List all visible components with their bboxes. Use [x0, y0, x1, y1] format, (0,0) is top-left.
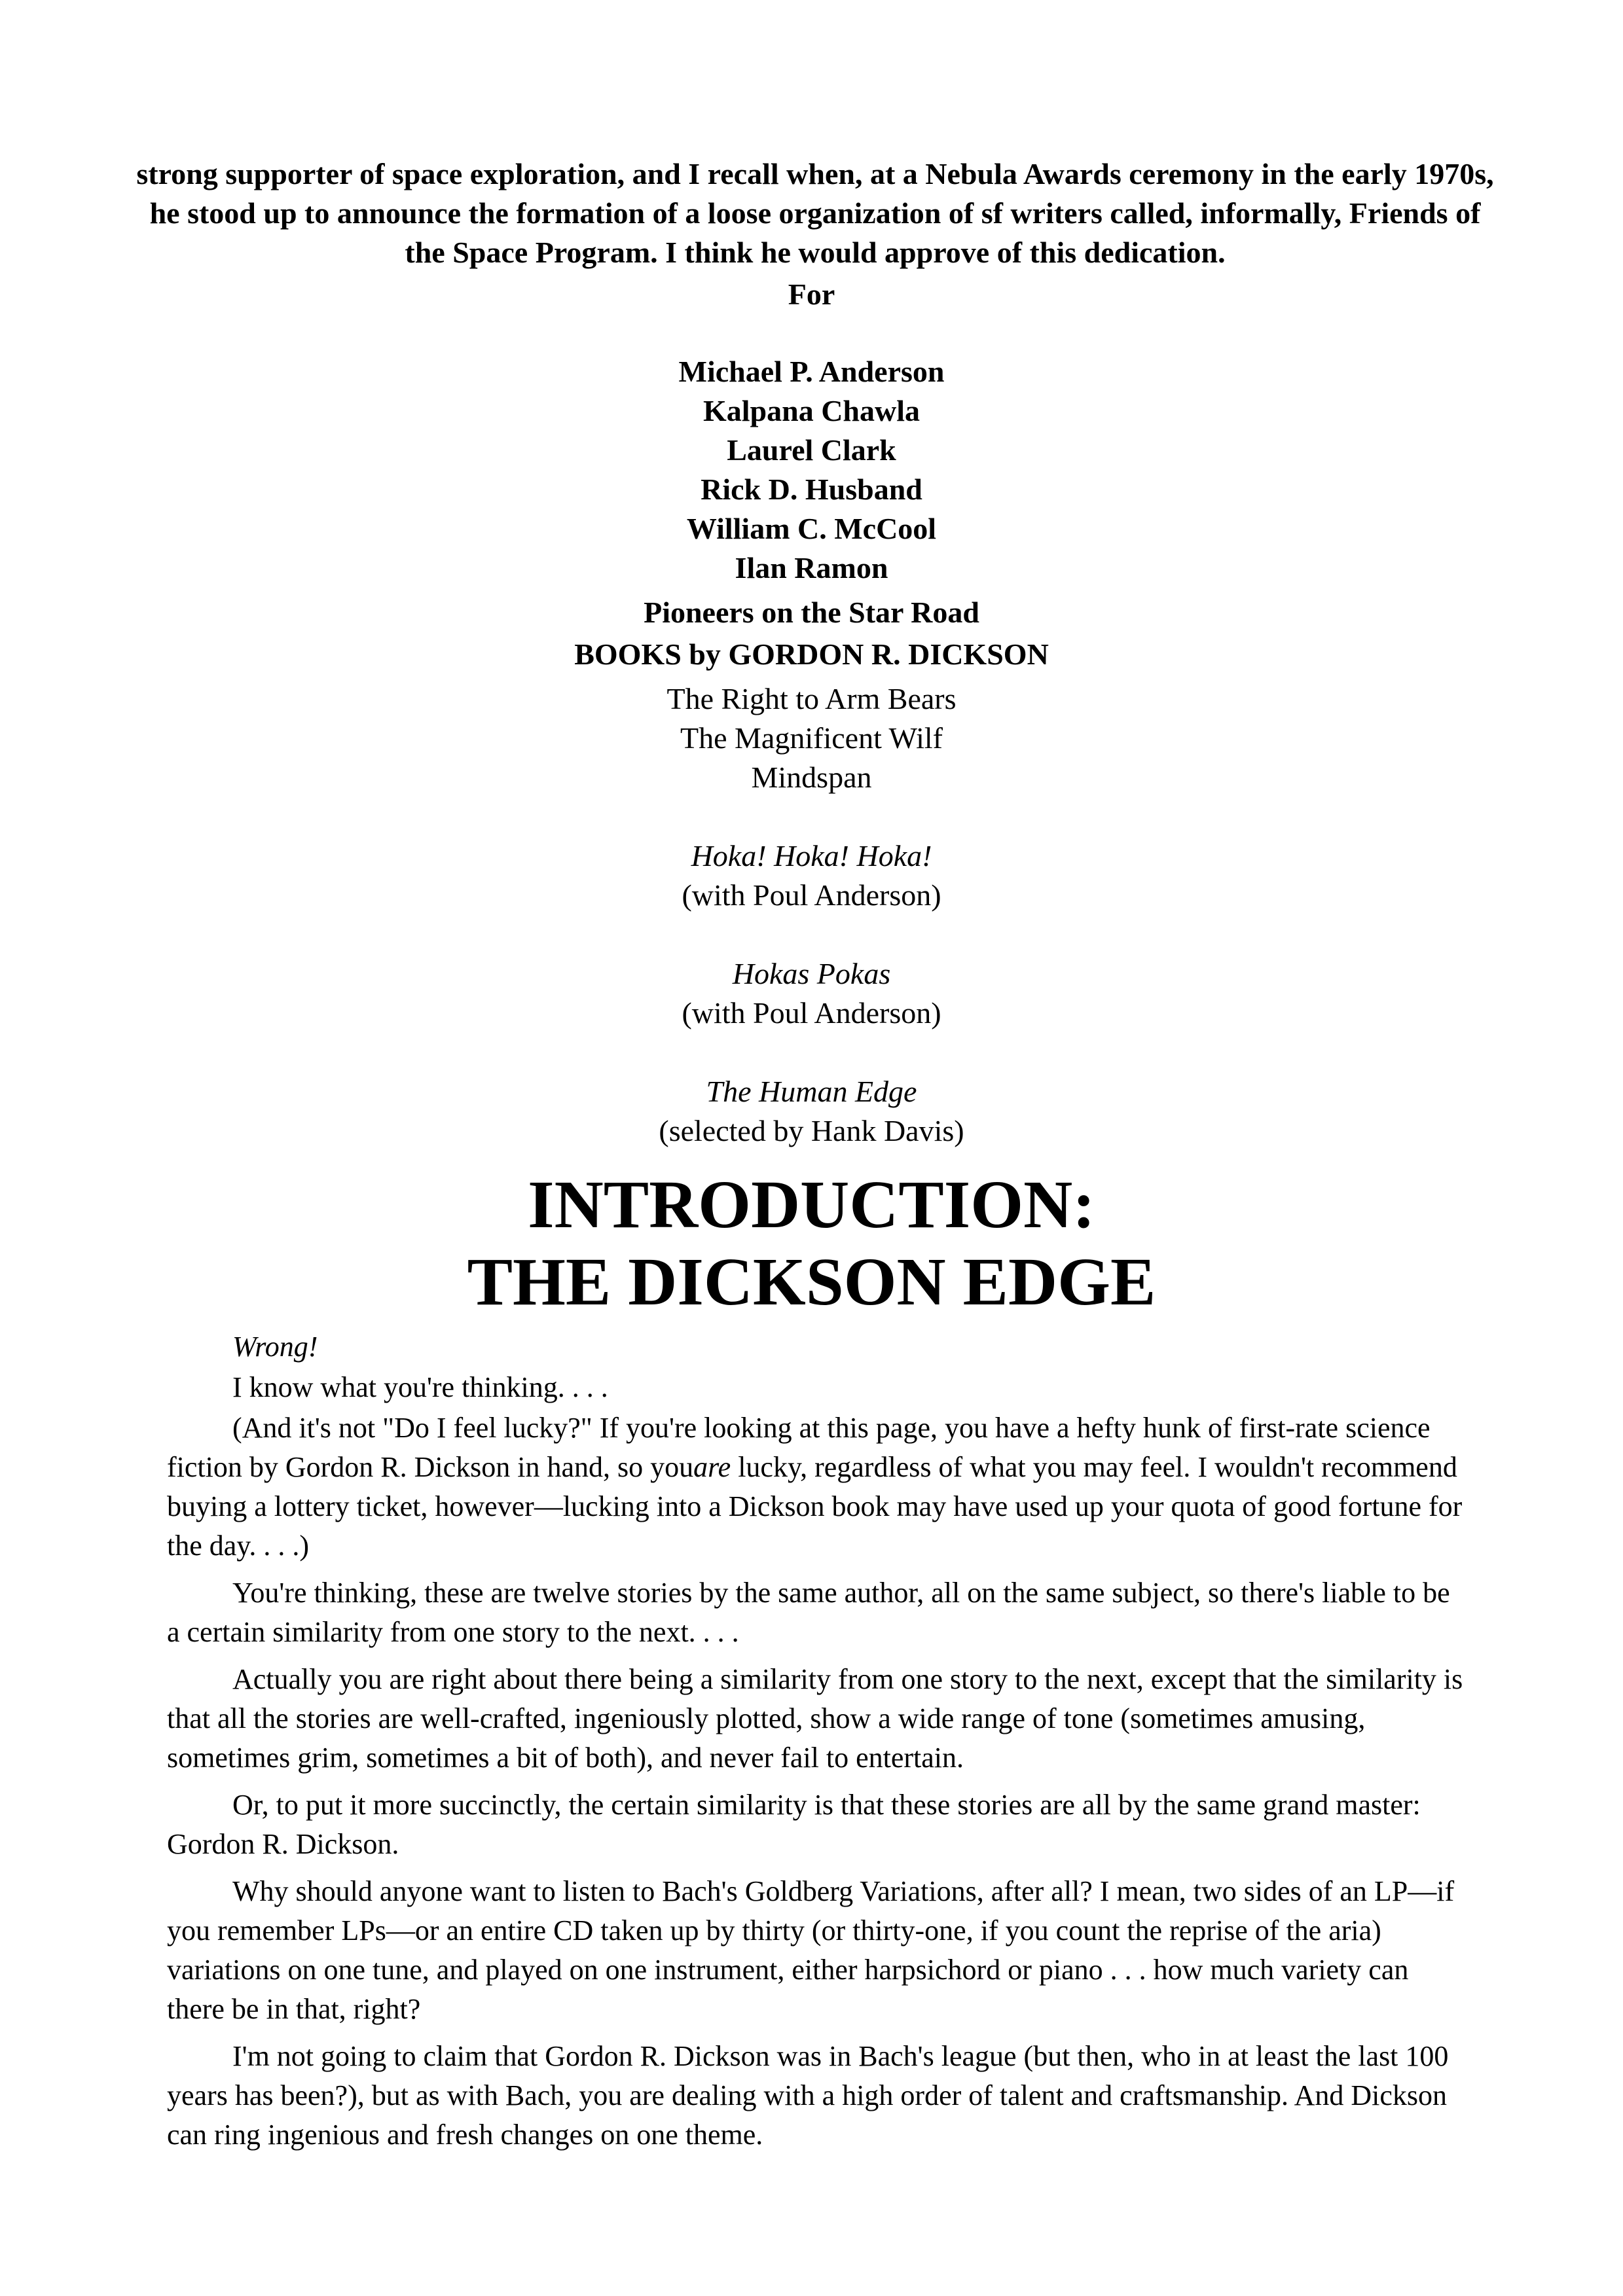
- book-credit: (with Poul Anderson): [682, 878, 941, 912]
- paragraph-emphasis: are: [693, 1451, 731, 1483]
- dedication-name: Laurel Clark: [727, 433, 896, 467]
- dedication-name: Rick D. Husband: [701, 473, 922, 506]
- book-credit: (selected by Hank Davis): [659, 1114, 964, 1147]
- dedication-name: Kalpana Chawla: [702, 394, 921, 427]
- introduction-title-line1: INTRODUCTION:: [528, 1167, 1095, 1242]
- paragraph: You're thinking, these are twelve stories by the same author, all on the same subject, so there's liable to be a certain similarity from one story to the next. . . .: [167, 1577, 1450, 1648]
- paragraph: I'm not going to claim that Gordon R. Dickson was in Bach's league (but then, who in at least the last 100 years has been?), but as with Bach, you are dealing with a high order of talent and craftsmanship. And Dickson can ring ingenious and fresh changes on one theme.: [167, 2040, 1449, 2151]
- paragraph-text: Wrong!: [232, 1331, 318, 1363]
- books-list: [0, 679, 1623, 1151]
- dedication-for: For: [788, 278, 835, 311]
- introduction-title-line2: THE DICKSON EDGE: [467, 1244, 1156, 1319]
- book-credit: (with Poul Anderson): [682, 996, 941, 1030]
- paragraph: Or, to put it more succinctly, the certain similarity is that these stories are all by the same grand master: Gordon R. Dickson.: [167, 1789, 1421, 1860]
- book-title-italic: Hoka! Hoka! Hoka!: [691, 839, 932, 872]
- dedication-name: Ilan Ramon: [735, 551, 888, 584]
- book-title: The Right to Arm Bears: [666, 682, 957, 715]
- paragraph: [167, 1327, 1470, 1367]
- paragraph: [167, 1408, 1470, 1566]
- introduction-title: [0, 1166, 1623, 1321]
- books-heading: BOOKS by GORDON R. DICKSON: [574, 637, 1049, 671]
- paragraph: I know what you're thinking. . . .: [232, 1371, 608, 1403]
- dedication-paragraph: strong supporter of space exploration, and I recall when, at a Nebula Awards ceremony in the early 1970s, he stood up to announce the formation of a loose organization of sf writers called, informally, Friends of the Space Program. I think he would approve of this dedication.: [136, 157, 1494, 269]
- paragraph-text: lucky, regardless of what you may feel. I wouldn't recommend buying a lottery ticket, however—lucking into a Dickson book may have used up your quota of good fortune for the day. . . .): [167, 1451, 1463, 1562]
- paragraph-text: (And it's not "Do I feel lucky?" If you're looking at this page, you have a hefty hunk of first-rate science fiction by Gordon R. Dickson in hand, so you: [167, 1412, 1431, 1483]
- dedication-closing: Pioneers on the Star Road: [644, 596, 979, 629]
- dedication-names: [0, 352, 1623, 588]
- dedication-name: William C. McCool: [686, 512, 937, 545]
- book-title-italic: The Human Edge: [706, 1075, 917, 1108]
- book-title: Mindspan: [751, 761, 872, 794]
- introduction-body: [167, 1327, 1470, 2162]
- book-title-italic: Hokas Pokas: [732, 957, 891, 990]
- dedication-name: Michael P. Anderson: [678, 355, 945, 388]
- paragraph: Why should anyone want to listen to Bach's Goldberg Variations, after all? I mean, two sides of an LP—if you remember LPs—or an entire CD taken up by thirty (or thirty-one, if you count the reprise of the aria) variations on one tune, and played on one instrument, either harpsichord or piano . . . how much variety can there be in that, right?: [167, 1875, 1455, 2025]
- book-title: The Magnificent Wilf: [680, 721, 943, 755]
- paragraph: Actually you are right about there being a similarity from one story to the next, except that the similarity is that all the stories are well-crafted, ingeniously plotted, show a wide range of tone (sometimes amusing, sometimes grim, sometimes a bit of both), and never fail to entertain.: [167, 1663, 1463, 1774]
